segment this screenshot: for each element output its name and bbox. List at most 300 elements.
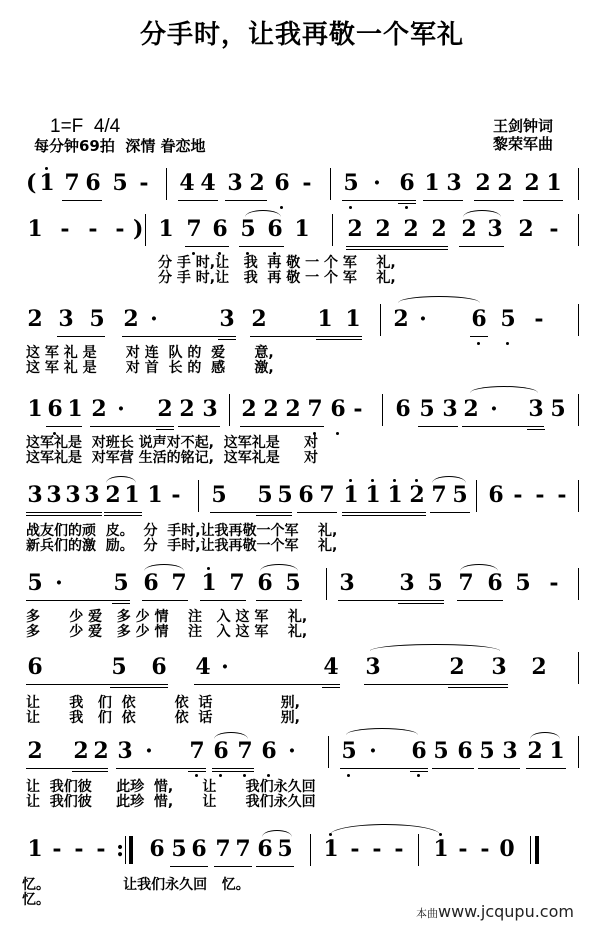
dash: - bbox=[549, 216, 559, 242]
barline bbox=[166, 168, 167, 200]
note: 5 bbox=[433, 738, 449, 764]
barline bbox=[198, 480, 199, 512]
note: 6 bbox=[149, 836, 165, 862]
barline bbox=[330, 168, 331, 200]
note: 6 bbox=[330, 396, 346, 422]
slur bbox=[245, 210, 281, 217]
underline bbox=[342, 512, 426, 513]
note: 2 bbox=[179, 396, 195, 422]
lyric-verse-2: 这 军 礼 是 对 首 长 的 感 激, bbox=[26, 360, 274, 376]
underline bbox=[170, 866, 208, 867]
slur bbox=[106, 476, 136, 483]
note: 3 bbox=[46, 482, 62, 508]
note: 5 bbox=[452, 482, 468, 508]
underline bbox=[72, 771, 108, 772]
note: 3 bbox=[487, 216, 503, 242]
slur bbox=[346, 728, 418, 735]
note: 2 bbox=[241, 396, 257, 422]
note: 3 bbox=[84, 482, 100, 508]
note: 6 bbox=[488, 482, 504, 508]
tempo-marking: 每分钟69拍 深情 眷恋地 bbox=[34, 137, 206, 155]
slur bbox=[370, 644, 500, 651]
note: 3 bbox=[58, 306, 74, 332]
lyric-verse-2: 多 少 爱 多 少 情 注 入 这 军 礼, bbox=[26, 624, 308, 640]
underline bbox=[338, 600, 444, 601]
note: 5 bbox=[171, 836, 187, 862]
note: 5 bbox=[211, 482, 227, 508]
note: 2 bbox=[524, 170, 540, 196]
dash: - bbox=[394, 836, 404, 862]
lyric-verse-1: 忆。 让我们永久回 忆。 bbox=[22, 877, 250, 893]
note: 6 bbox=[487, 570, 503, 596]
lyric-verse-1: 这 军 礼 是 对 连 队 的 爱 意, bbox=[26, 345, 274, 361]
note: 2 bbox=[73, 738, 89, 764]
note: 1 bbox=[201, 570, 217, 596]
note: 5 bbox=[285, 570, 301, 596]
final-barline-thin bbox=[530, 836, 531, 864]
dot-rhythm: · bbox=[117, 396, 125, 422]
underline bbox=[26, 512, 102, 513]
underline bbox=[430, 512, 470, 513]
note: 6 bbox=[151, 654, 167, 680]
underline bbox=[523, 200, 563, 201]
underline bbox=[214, 866, 252, 867]
underline bbox=[346, 249, 448, 250]
underline bbox=[250, 336, 316, 337]
lyric-verse-1: 多 少 爱 多 少 情 注 入 这 军 礼, bbox=[26, 609, 308, 625]
note: 6 bbox=[411, 738, 427, 764]
underline bbox=[240, 426, 324, 427]
note: 5 bbox=[240, 216, 256, 242]
note: 6 bbox=[213, 738, 229, 764]
underline bbox=[418, 426, 458, 427]
note: 2 bbox=[403, 216, 419, 242]
note: 2 bbox=[93, 738, 109, 764]
note: 3 bbox=[365, 654, 381, 680]
note: 5 bbox=[427, 570, 443, 596]
note: 2 bbox=[431, 216, 447, 242]
barline bbox=[145, 214, 146, 246]
underline bbox=[432, 768, 474, 769]
dash: - bbox=[88, 216, 98, 242]
note: 5 bbox=[111, 654, 127, 680]
barline bbox=[418, 834, 419, 866]
note: 7 bbox=[307, 396, 323, 422]
note: 3 bbox=[227, 170, 243, 196]
underline bbox=[474, 200, 514, 201]
note: 6 bbox=[257, 570, 273, 596]
underline bbox=[116, 768, 206, 769]
note: 2 bbox=[518, 216, 534, 242]
repeat-dots: : bbox=[116, 836, 125, 862]
barline bbox=[328, 736, 329, 768]
note: 2 bbox=[263, 396, 279, 422]
note: 4 bbox=[323, 654, 339, 680]
underline bbox=[110, 687, 168, 688]
slur bbox=[432, 476, 466, 483]
underline bbox=[62, 200, 102, 201]
underline bbox=[200, 600, 246, 601]
note: 1 bbox=[67, 396, 83, 422]
watermark-prefix: 本曲 bbox=[416, 907, 438, 920]
barline bbox=[380, 304, 381, 336]
note: 1 bbox=[345, 306, 361, 332]
note: 6 bbox=[143, 570, 159, 596]
note: 3 bbox=[528, 396, 544, 422]
note: 6 bbox=[395, 396, 411, 422]
underline bbox=[57, 336, 105, 337]
note: 5 bbox=[27, 570, 43, 596]
underline bbox=[470, 336, 488, 337]
note: 3 bbox=[117, 738, 133, 764]
dot-rhythm: · bbox=[150, 306, 158, 332]
barline bbox=[578, 394, 579, 426]
notes-row bbox=[0, 396, 604, 426]
dot-rhythm: · bbox=[419, 306, 427, 332]
underline bbox=[457, 600, 503, 601]
dash: - bbox=[96, 836, 106, 862]
underline bbox=[194, 684, 340, 685]
dot-rhythm: · bbox=[145, 738, 153, 764]
lyric-verse-2: 忆。 bbox=[22, 892, 50, 908]
note: 2 bbox=[285, 396, 301, 422]
lyric-verse-2: 新兵们的激 励。 分 手时,让我再敬一个军 礼, bbox=[26, 538, 338, 554]
barline bbox=[476, 480, 477, 512]
underline bbox=[398, 203, 416, 204]
barline bbox=[578, 168, 579, 200]
dash: - bbox=[513, 482, 523, 508]
note: 2 bbox=[475, 170, 491, 196]
slur bbox=[144, 564, 184, 571]
note: 7 bbox=[237, 738, 253, 764]
dash: - bbox=[549, 570, 559, 596]
note: 7 bbox=[186, 216, 202, 242]
dash: - bbox=[115, 216, 125, 242]
note: 6 bbox=[471, 306, 487, 332]
note: 7 bbox=[64, 170, 80, 196]
dash: - bbox=[350, 836, 360, 862]
slur bbox=[460, 564, 498, 571]
underline bbox=[178, 200, 218, 201]
note: 1 bbox=[27, 836, 43, 862]
note: 7 bbox=[319, 482, 335, 508]
underline bbox=[527, 429, 545, 430]
underline bbox=[342, 200, 416, 201]
slur bbox=[398, 296, 480, 303]
note: 1 bbox=[294, 216, 310, 242]
underline bbox=[526, 768, 566, 769]
underline bbox=[26, 684, 168, 685]
underline bbox=[478, 768, 520, 769]
tie bbox=[330, 824, 440, 835]
underline bbox=[26, 768, 108, 769]
note: 3 bbox=[502, 738, 518, 764]
composer: 黎荣军曲 bbox=[493, 135, 554, 153]
slur bbox=[470, 386, 538, 393]
note: 2 bbox=[91, 396, 107, 422]
note: 1 bbox=[387, 482, 403, 508]
note: 6 bbox=[457, 738, 473, 764]
note: 7 bbox=[458, 570, 474, 596]
note: 1 bbox=[433, 836, 449, 862]
note: 6 bbox=[212, 216, 228, 242]
note: 2 bbox=[375, 216, 391, 242]
underline bbox=[185, 246, 229, 247]
note: 4 bbox=[200, 170, 216, 196]
paren-open: ( bbox=[26, 170, 37, 196]
notes-row bbox=[0, 482, 604, 512]
lyric-verse-1: 这军礼是 对班长 说声对不起, 这军礼是 对 bbox=[26, 435, 319, 451]
final-barline-thick bbox=[535, 836, 539, 864]
note: 3 bbox=[339, 570, 355, 596]
dot-rhythm: · bbox=[55, 570, 63, 596]
note: 2 bbox=[449, 654, 465, 680]
underline bbox=[423, 200, 463, 201]
barline bbox=[578, 304, 579, 336]
note: 2 bbox=[347, 216, 363, 242]
note: 5 bbox=[550, 396, 566, 422]
underline bbox=[316, 339, 362, 340]
note: 2 bbox=[531, 654, 547, 680]
underline bbox=[112, 603, 130, 604]
note: 6 bbox=[191, 836, 207, 862]
barline bbox=[332, 214, 333, 246]
notes-row bbox=[0, 570, 604, 600]
note: 2 bbox=[27, 306, 43, 332]
note: 2 bbox=[527, 738, 543, 764]
underline bbox=[212, 768, 254, 769]
underline bbox=[122, 336, 236, 337]
note: 5 bbox=[257, 482, 273, 508]
credits bbox=[493, 117, 553, 153]
barline bbox=[229, 394, 230, 426]
underline bbox=[340, 768, 428, 769]
dot-rhythm: · bbox=[221, 654, 229, 680]
note: 5 bbox=[277, 836, 293, 862]
underline bbox=[142, 600, 188, 601]
barline bbox=[326, 568, 327, 600]
note: 1 bbox=[27, 396, 43, 422]
note: 7 bbox=[235, 836, 251, 862]
dash: - bbox=[480, 836, 490, 862]
paren-close: ) bbox=[133, 216, 144, 242]
barline bbox=[578, 480, 579, 512]
underline bbox=[156, 429, 174, 430]
note: 4 bbox=[195, 654, 211, 680]
underline bbox=[459, 246, 504, 247]
note: 5 bbox=[89, 306, 105, 332]
repeat-barline-thin bbox=[125, 836, 126, 864]
notes-row bbox=[0, 654, 604, 684]
note: 5 bbox=[277, 482, 293, 508]
note: 2 bbox=[409, 482, 425, 508]
dot-rhythm: · bbox=[288, 738, 296, 764]
barline bbox=[578, 214, 579, 246]
note: 3 bbox=[491, 654, 507, 680]
dash: - bbox=[171, 482, 181, 508]
note: 6 bbox=[274, 170, 290, 196]
note: 6 bbox=[85, 170, 101, 196]
note: 6 bbox=[399, 170, 415, 196]
note: 2 bbox=[249, 170, 265, 196]
underline bbox=[90, 426, 174, 427]
note: 1 bbox=[424, 170, 440, 196]
note: 3 bbox=[442, 396, 458, 422]
note: 2 bbox=[497, 170, 513, 196]
note: 1 bbox=[323, 836, 339, 862]
notes-row bbox=[0, 738, 604, 768]
note: 3 bbox=[202, 396, 218, 422]
slur bbox=[260, 564, 298, 571]
underline bbox=[104, 515, 142, 516]
dot-rhythm: · bbox=[373, 170, 381, 196]
note: 3 bbox=[65, 482, 81, 508]
lyric-verse-2: 让 我 们 依 依 话 别, bbox=[26, 710, 300, 726]
underline bbox=[256, 515, 292, 516]
note: 1 bbox=[147, 482, 163, 508]
dash: - bbox=[372, 836, 382, 862]
dash: - bbox=[535, 482, 545, 508]
barline bbox=[578, 568, 579, 600]
underline bbox=[46, 426, 82, 427]
note: 1 bbox=[549, 738, 565, 764]
notes-row bbox=[0, 836, 604, 866]
barline bbox=[578, 736, 579, 768]
underline bbox=[178, 426, 220, 427]
barline bbox=[310, 834, 311, 866]
note: 2 bbox=[393, 306, 409, 332]
lyric-verse-2: 分 手 时,让 我 再 敬 一 个 军 礼, bbox=[158, 270, 396, 286]
underline bbox=[225, 200, 267, 201]
note: 1 bbox=[124, 482, 140, 508]
slur bbox=[214, 732, 248, 739]
dash: - bbox=[60, 216, 70, 242]
note: 3 bbox=[27, 482, 43, 508]
underline bbox=[256, 600, 302, 601]
note: 3 bbox=[446, 170, 462, 196]
note: 5 bbox=[479, 738, 495, 764]
note: 2 bbox=[251, 306, 267, 332]
note: 6 bbox=[261, 738, 277, 764]
song-title: 分手时，让我再敬一个军礼 bbox=[139, 20, 464, 50]
note: 1 bbox=[343, 482, 359, 508]
underline bbox=[462, 426, 544, 427]
rest: 0 bbox=[499, 836, 515, 862]
barline bbox=[382, 394, 383, 426]
note: 5 bbox=[419, 396, 435, 422]
note: 2 bbox=[463, 396, 479, 422]
dot-rhythm: · bbox=[369, 738, 377, 764]
underline bbox=[342, 515, 426, 516]
note: 1 bbox=[317, 306, 333, 332]
note: 1 bbox=[546, 170, 562, 196]
dash: - bbox=[557, 482, 567, 508]
watermark bbox=[416, 902, 574, 921]
underline bbox=[364, 684, 508, 685]
note: 4 bbox=[179, 170, 195, 196]
underline bbox=[297, 512, 337, 513]
slur bbox=[262, 830, 292, 837]
note: 1 bbox=[27, 216, 43, 242]
repeat-barline-thick bbox=[129, 836, 133, 864]
lyric-verse-1: 分 手 时,让 我 再 敬 一 个 军 礼, bbox=[158, 255, 396, 271]
note: 2 bbox=[157, 396, 173, 422]
underline bbox=[322, 687, 340, 688]
key-signature: 1=F 4/4 bbox=[50, 116, 121, 137]
barline bbox=[578, 652, 579, 684]
note: 7 bbox=[171, 570, 187, 596]
watermark-site: www.jcqupu.com bbox=[438, 902, 574, 921]
underline bbox=[188, 771, 206, 772]
underline bbox=[26, 600, 130, 601]
dash: - bbox=[74, 836, 84, 862]
note: 6 bbox=[27, 654, 43, 680]
slur bbox=[530, 732, 560, 739]
lyric-verse-1: 战友们的顽 皮。 分 手时,让我再敬一个军 礼, bbox=[26, 523, 338, 539]
note: 2 bbox=[461, 216, 477, 242]
dot-rhythm: · bbox=[490, 396, 498, 422]
dash: - bbox=[534, 306, 544, 332]
slur bbox=[463, 210, 501, 217]
note: 3 bbox=[399, 570, 415, 596]
underline bbox=[346, 246, 448, 247]
underline bbox=[239, 246, 284, 247]
note: 5 bbox=[113, 570, 129, 596]
note: 1 bbox=[39, 170, 55, 196]
lyric-verse-1: 让 我们彼 此珍 惜, 让 我们永久回 bbox=[26, 779, 316, 795]
note: 7 bbox=[215, 836, 231, 862]
lyric-verse-1: 让 我 们 依 依 话 别, bbox=[26, 695, 300, 711]
underline bbox=[256, 866, 294, 867]
note: 1 bbox=[158, 216, 174, 242]
note: 6 bbox=[267, 216, 283, 242]
note: 2 bbox=[123, 306, 139, 332]
note: 6 bbox=[298, 482, 314, 508]
underline bbox=[410, 771, 428, 772]
lyric-verse-2: 这军礼是 对军营 生活的铭记, 这军礼是 对 bbox=[26, 450, 319, 466]
dash: - bbox=[139, 170, 149, 196]
note: 3 bbox=[219, 306, 235, 332]
note: 6 bbox=[257, 836, 273, 862]
note: 2 bbox=[105, 482, 121, 508]
underline bbox=[212, 771, 254, 772]
underline bbox=[316, 336, 362, 337]
notes-row bbox=[0, 216, 604, 246]
underline bbox=[210, 512, 292, 513]
lyric-verse-2: 让 我们彼 此珍 惜, 让 我们永久回 bbox=[26, 794, 316, 810]
note: 5 bbox=[112, 170, 128, 196]
dash: - bbox=[353, 396, 363, 422]
underline bbox=[26, 515, 102, 516]
note: 5 bbox=[343, 170, 359, 196]
note: 5 bbox=[515, 570, 531, 596]
dash: - bbox=[52, 836, 62, 862]
notes-row bbox=[0, 306, 604, 336]
notes-row bbox=[0, 170, 604, 200]
lyricist: 王剑钟词 bbox=[493, 117, 554, 135]
note: 1 bbox=[365, 482, 381, 508]
dash: - bbox=[458, 836, 468, 862]
note: 2 bbox=[27, 738, 43, 764]
dash: - bbox=[302, 170, 312, 196]
note: 7 bbox=[189, 738, 205, 764]
note: 5 bbox=[341, 738, 357, 764]
underline bbox=[448, 687, 508, 688]
note: 7 bbox=[229, 570, 245, 596]
note: 5 bbox=[500, 306, 516, 332]
underline bbox=[398, 603, 444, 604]
note: 6 bbox=[47, 396, 63, 422]
